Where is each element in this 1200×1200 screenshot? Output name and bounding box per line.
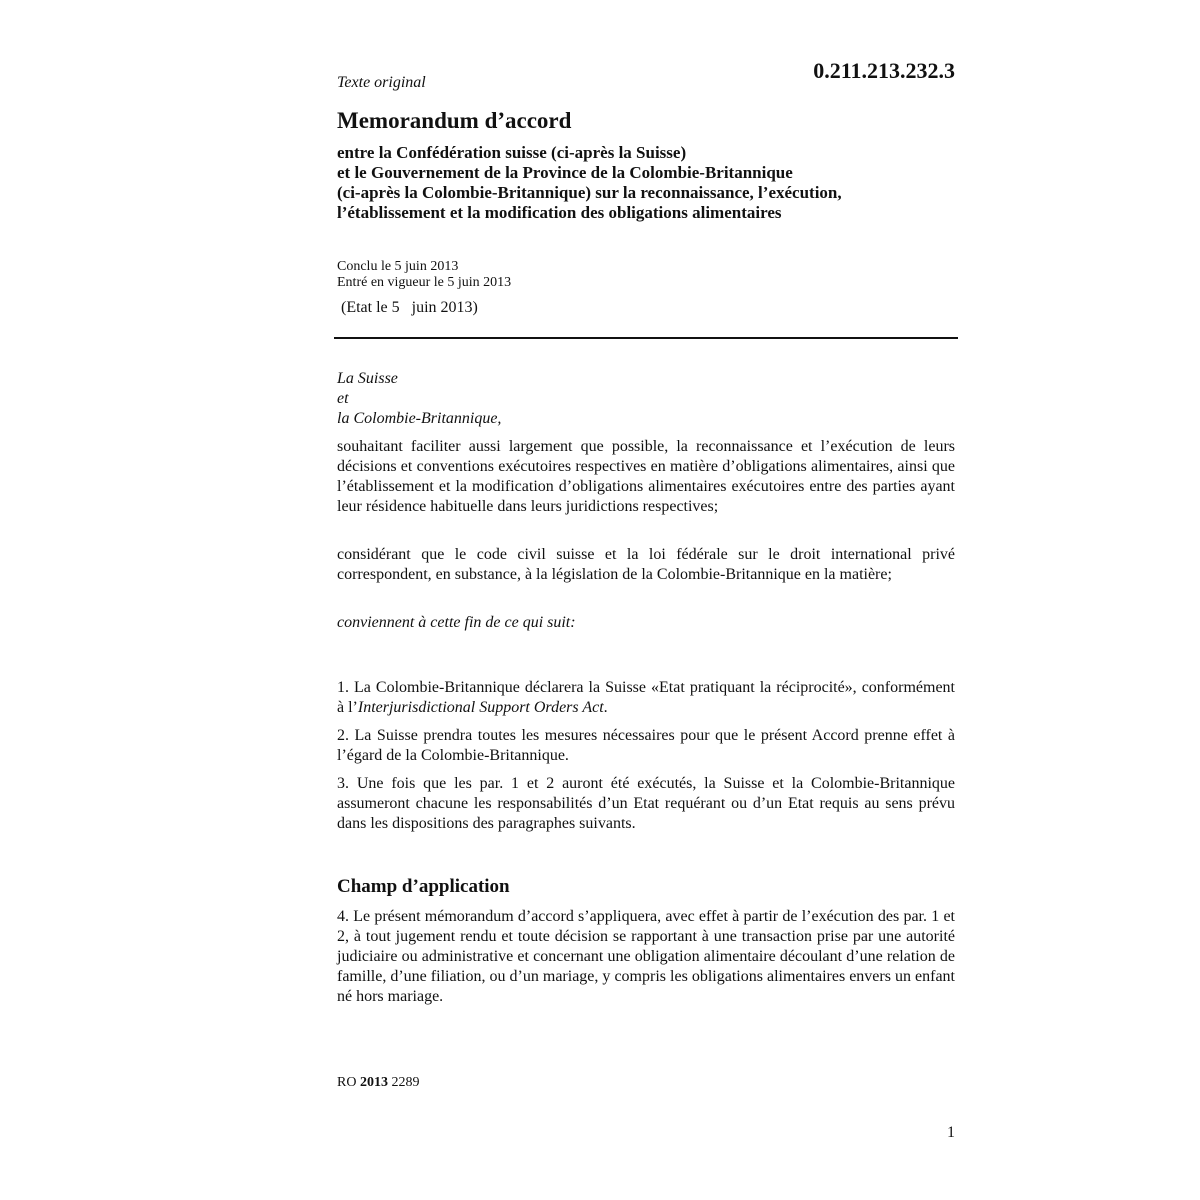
horizontal-rule <box>334 337 958 339</box>
subtitle-line: (ci-après la Colombie-Britannique) sur la reconnaissance, l’exécution, <box>337 183 842 202</box>
paragraph-1-text: 1. La Colombie-Britannique déclarera la Suisse «Etat pratiquant la réciprocité», conformément à l’ <box>337 679 955 716</box>
preamble-parties <box>337 369 501 429</box>
ro-year: 2013 <box>359 1075 388 1090</box>
party-colombie-britannique: la Colombie-Britannique, <box>337 410 502 427</box>
preamble-considerant: considérant que le code civil suisse et la loi fédérale sur le droit international privé correspondent, en substance, à la législation de la Colombie-Britannique en la matière; <box>337 546 955 583</box>
page-number: 1 <box>947 1124 955 1141</box>
paragraph-2: 2. La Suisse prendra toutes les mesures nécessaires pour que le présent Accord prenne effet à l’égard de la Colombie-Britannique. <box>337 727 955 764</box>
paragraph-1 <box>337 678 955 718</box>
ro-page: 2289 <box>391 1075 420 1090</box>
paragraph-4: 4. Le présent mémorandum d’accord s’appliquera, avec effet à partir de l’exécution des par. 1 et 2, à tout jugement rendu et toute décision se rapportant à une transaction prise par une autorité judiciaire ou administrative et concernant une obligation alimentaire découlant d’une relation de famille, d’une filiation, ou d’un mariage, y compris les obligations alimentaires envers un enfant né hors mariage. <box>337 908 955 1005</box>
paragraph-1-end: . <box>603 699 608 716</box>
sr-number: 0.211.213.232.3 <box>813 58 955 83</box>
act-name: Interjurisdictional Support Orders Act <box>357 699 604 716</box>
party-conjunction: et <box>337 390 349 407</box>
paragraph-3: 3. Une fois que les par. 1 et 2 auront été exécutés, la Suisse et la Colombie-Britannique assumeront chacune les responsabilités d’un Etat requérant ou d’un Etat requis au sens prévu dans les dispositions des paragraphes suivants. <box>337 775 955 832</box>
subtitle-line: l’établissement et la modification des obligations alimentaires <box>337 203 782 222</box>
section-heading-champ: Champ d’application <box>337 876 510 897</box>
subtitle-line: entre la Confédération suisse (ci-après la Suisse) <box>337 143 687 162</box>
entry-into-force-date: Entré en vigueur le 5 juin 2013 <box>337 275 512 290</box>
preamble-souhaitant: souhaitant faciliter aussi largement que possible, la reconnaissance et l’exécution de leurs décisions et conventions exécutoires respectives en matière d’obligations alimentaires, ainsi que l’établissement et la modification d’obligations alimentaires exécutoires entre des parties ayant leur résidence habituelle dans leurs juridictions respectives; <box>337 438 955 515</box>
etat-date: (Etat le 5 juin 2013) <box>341 299 478 316</box>
subtitle-line: et le Gouvernement de la Province de la Colombie-Britannique <box>337 163 793 182</box>
document-subtitle <box>337 143 957 223</box>
ro-prefix: RO <box>337 1075 357 1090</box>
dates-block <box>337 259 511 291</box>
preamble-conviennent: conviennent à cette fin de ce qui suit: <box>337 614 576 631</box>
conclu-date: Conclu le 5 juin 2013 <box>337 259 459 274</box>
document-title: Memorandum d’accord <box>337 108 572 133</box>
ro-reference <box>337 1075 419 1091</box>
party-suisse: La Suisse <box>337 370 398 387</box>
texte-original-label: Texte original <box>337 74 426 91</box>
